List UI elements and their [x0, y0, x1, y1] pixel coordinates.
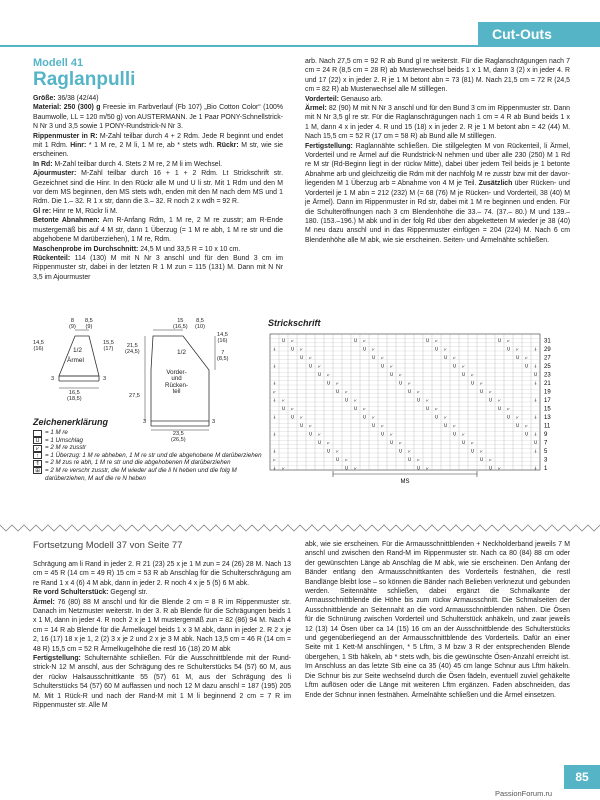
legend-text: = 2 M re verschr zusstr, die M wieder auf die li N heben und die folg M darüberziehen, M auf die re N heben [45, 466, 237, 482]
chart-stitch-symbol: U [452, 363, 457, 369]
legend-item [33, 429, 263, 437]
model-number: Modell 41 [33, 57, 84, 69]
legend-text: = 2 M re zusstr [45, 444, 87, 452]
model-left-paragraph: Maschenprobe im Durchschnitt: 24,5 M und 33,5 R = 10 x 10 cm. [33, 245, 241, 253]
chart-stitch-symbol: ⩗ [363, 405, 366, 411]
legend-item [33, 437, 263, 445]
chart-stitch-symbol: ⩗ [309, 422, 312, 428]
chart-stitch-symbol: ⩗ [453, 422, 456, 428]
chart-stitch-symbol: ↓ [533, 448, 538, 454]
section-tab: Cut-Outs [478, 22, 600, 46]
chart-row-number: 11 [544, 423, 551, 430]
chart-stitch-symbol: U [362, 414, 367, 420]
chart-stitch-symbol: U [533, 439, 538, 445]
chart-stitch-symbol: U [416, 397, 421, 403]
chart-stitch-symbol: ⩗ [300, 414, 303, 420]
body-bottom-width: 23,5 (26,5) [171, 431, 186, 444]
source-watermark: PassionForum.ru [495, 789, 553, 798]
body-right-height: 7 (8,5) [217, 350, 229, 363]
chart-stitch-symbol: ↓ [533, 431, 538, 437]
model-left-paragraph: In Rd: M-Zahl teilbar durch 4. Stets 2 M re, 2 M li im Wechsel. [33, 160, 223, 168]
continuation-left-column [33, 560, 291, 711]
continuation-left-paragraph: Re vord Schulterstück: Gegengl str. [33, 589, 148, 597]
chart-stitch-symbol: ⩗ [498, 397, 501, 403]
chart-stitch-symbol: U [515, 354, 520, 360]
chart-stitch-symbol: U [362, 346, 367, 352]
model-left-paragraph: Gl re: Hinr re M, Rückr li M. [33, 207, 118, 215]
chart-stitch-symbol: U [425, 337, 430, 343]
chart-stitch-symbol: ⩗ [282, 397, 285, 403]
chart-stitch-symbol: ⩗ [426, 465, 429, 471]
chart-stitch-symbol: U [326, 448, 331, 454]
sleeve-bottom-width: 16,5 (18,5) [67, 390, 82, 403]
chart-stitch-symbol: ⩗ [435, 405, 438, 411]
chart-stitch-symbol: U [479, 388, 484, 394]
chart-stitch-symbol: ↓ [272, 431, 277, 437]
legend-symbol: ⩗ [33, 445, 42, 452]
chart-stitch-symbol: U [317, 439, 322, 445]
chart-stitch-symbol: U [281, 405, 286, 411]
chart-stitch-symbol: ⩗ [399, 371, 402, 377]
chart-stitch-symbol: ⩗ [327, 371, 330, 377]
chart-stitch-symbol: ⩗ [291, 405, 294, 411]
chart-stitch-symbol: U [380, 363, 385, 369]
chart-row-number: 19 [544, 389, 551, 396]
chart-stitch-symbol: ⩗ [516, 414, 519, 420]
body-raglan-height: 14,5 (16) [217, 332, 228, 345]
chart-stitch-symbol: ⩗ [426, 397, 429, 403]
legend-item [33, 459, 263, 467]
chart-row-number: 5 [544, 449, 548, 455]
chart-row-number: 29 [544, 347, 551, 353]
chart-stitch-symbol: ⩗ [309, 354, 312, 360]
chart-stitch-symbol: ↓ [272, 363, 277, 369]
body-name: Vorder- und Rücken- teil [165, 369, 189, 396]
chart-stitch-symbol: ⩗ [444, 346, 447, 352]
chart-stitch-symbol: ⩗ [381, 354, 384, 360]
chart-stitch-symbol: U [434, 414, 439, 420]
chart-stitch-symbol: ⩗ [390, 363, 393, 369]
model-left-column [33, 57, 283, 282]
legend-text: = 1 Umschlag [45, 436, 84, 444]
chart-stitch-symbol: U [497, 405, 502, 411]
chart-stitch-symbol: ⩗ [462, 363, 465, 369]
sleeve-top-width-2: 8,5 (9) [85, 318, 93, 331]
chart-stitch-symbol: ⩗ [282, 465, 285, 471]
legend-text: = 2 M zus re abh, 1 M re str und die abgehobenen M darüberziehen [45, 459, 231, 467]
body-bund-left: 3 [143, 419, 147, 425]
model-right-paragraph: Vorderteil: Genauso arb. [305, 95, 383, 103]
chart-stitch-symbol: ⩗ [435, 337, 438, 343]
continuation-title: Fortsetzung Modell 37 von Seite 77 [33, 540, 183, 551]
chart-stitch-symbol: ↓ [533, 363, 538, 369]
sleeve-lower-height: 15,5 (17) [103, 340, 114, 353]
sleeve-outline [59, 336, 99, 376]
model-right-paragraph: arb. Nach 27,5 cm = 92 R ab Bund gl re weiterstr. Für die Raglanschrägungen nach 7 cm = 24 R (8,5 cm = 28 R) ab Musterwechsel beids 1 x 1 M, dann 3 (2) x in jeder 4. R und 17 (22) x in jeder 2. R je 1 M betont abn = 73 (81) M. Nach 21,5 cm = 72 R (24,5 cm = 82 R) ab Musterwechsel alle M stilllegen. [305, 58, 570, 94]
chart-stitch-symbol: ⩗ [273, 388, 276, 394]
model-right-paragraph: Fertigstellung: Raglannähte schließen. Die stillgelegten M von Rückenteil, li Ärmel, Vorderteil und re Ärmel auf die Rundstrick-N nehmen und über alle 230 (250) M 1 Rd re M str (Rd-Beginn liegt in der rückw Mitte), dabei über jedem Teil beids je 1 betonte Abnahme arb und gleichzeitig die Rdm mit der nachfolg M re zusstr bzw mit der davorliegenden M 1 Überzug arb = Abnahme von 4 M je Teil. Zusätzlich über Rücken- und Vorderteil je 1 M abn = 212 (232) M (= 68 (76) M je Rücken- und Vorderteil, 38 (40) M je Ärmel). Dann im Rippenmuster in Rd str, dabei mit 1 M re beginnen und enden. Für die Schulteröffnungen nach 3 cm Blendenhöhe die 33.– 74. (37.– 80.) M und 139.– 180. (153.–196.) M abk und in der folg Rd über den abgeketteten M wieder je 38 (40) M neu dazu anschl und in das Rippenmuster einfügen = 204 (224) M. Nach 6 cm Blendenhöhe alle M abk, wie sie erscheinen. Seiten- und Ärmelnähte schließen. [305, 142, 570, 244]
chart-row-number: 3 [544, 457, 548, 464]
chart-stitch-symbol: ⩗ [273, 456, 276, 462]
chart-stitch-symbol: U [299, 354, 304, 360]
chart-stitch-symbol: U [497, 337, 502, 343]
chart-stitch-symbol: U [461, 439, 466, 445]
chart-stitch-symbol: U [425, 405, 430, 411]
chart-stitch-symbol: U [344, 397, 349, 403]
chart-stitch-symbol: ⩗ [462, 431, 465, 437]
chart-stitch-symbol: ⩗ [489, 388, 492, 394]
chart-stitch-symbol: U [407, 456, 412, 462]
chart-stitch-symbol: ↓ [533, 346, 538, 352]
chart-row-number: 27 [544, 355, 551, 362]
chart-stitch-symbol: ↓ [272, 346, 277, 352]
chart-stitch-symbol: ⩗ [291, 337, 294, 343]
legend-symbol: ⇑ [33, 460, 42, 467]
chart-stitch-symbol: ⩗ [444, 414, 447, 420]
knitting-chart-svg [268, 332, 568, 492]
chart-stitch-symbol: U [443, 422, 448, 428]
body-bund-right: 3 [212, 419, 216, 425]
legend-item [33, 452, 263, 460]
continuation-left-paragraph: Fertigstellung: Schulternähte schließen. Für die Ausschnittblende mit der Rundstrick-N 12 M anschl, aus der Schrägung des re Schulterstücks 54 (57) 60 M, aus der rückw Halsausschnittkante 55 (57) 61 M, aus der Schrägung des li Schulterstücks 54 (57) 60 M auffassen und noch 12 M dazu anschl = 187 (195) 205 M. Mit 1 Rück-R und nach der Rand-M mit 1 M li beginnend 2 cm = 7 R im Rippenmuster str. Alle M [33, 655, 291, 710]
page-number: 85 [564, 765, 600, 789]
chart-stitch-symbol: U [371, 422, 376, 428]
chart-row-number: 17 [544, 398, 551, 404]
chart-stitch-symbol: U [470, 448, 475, 454]
chart-stitch-symbol: U [398, 448, 403, 454]
sleeve-bund-right: 3 [103, 376, 107, 382]
chart-stitch-symbol: ⩗ [471, 371, 474, 377]
sleeve-name: Ärmel [67, 357, 84, 364]
chart-repeat-label: MS [400, 479, 410, 485]
sleeve-half-label: 1/2 [73, 347, 83, 354]
continuation-left-paragraph: Schrägung am li Rand in jeder 2. R 21 (23) 25 x je 1 M zun = 24 (26) 28 M. Nach 13 cm = 45 R (14 cm = 49 R) 15 cm = 53 R ab Anschlag für die Schulterschrägung am re Rand 1 x 4 (6) 4 M abk, dann in jeder 2. R noch 4 x je 5 (5) 6 M abk. [33, 561, 291, 587]
chart-stitch-symbol: U [353, 405, 358, 411]
legend-text: = 1 Überzug: 1 M re abheben, 1 M re str und die abgehobene M darüberziehen [45, 451, 262, 459]
chart-stitch-symbol: U [290, 414, 295, 420]
chart-stitch-symbol: U [515, 422, 520, 428]
continuation-right-column [305, 540, 570, 700]
chart-stitch-symbol: ⩗ [525, 422, 528, 428]
chart-stitch-symbol: ⩗ [336, 448, 339, 454]
legend-symbol [33, 430, 42, 437]
chart-stitch-symbol: ⩗ [372, 414, 375, 420]
zigzag-divider [0, 523, 600, 533]
chart-stitch-symbol: U [290, 346, 295, 352]
chart-stitch-symbol: U [524, 431, 529, 437]
chart-row-number: 31 [544, 338, 551, 345]
chart-stitch-symbol: ↓ [272, 397, 277, 403]
chart-stitch-symbol: ⩗ [480, 448, 483, 454]
chart-stitch-symbol: ⩗ [345, 456, 348, 462]
chart-stitch-symbol: U [506, 346, 511, 352]
legend [33, 417, 263, 482]
model-title: Raglanpulli [33, 69, 136, 90]
legend-item [33, 467, 263, 482]
continuation-right-paragraph: abk, wie sie erscheinen. Für die Armausschnittblenden + Neckholderband jeweils 7 M anschl und zwischen den Rand-M im Rippenmuster str. Nach ca 80 (84) 88 cm oder der gewünschten Länge ab Anschlag die M abk, wie sie erscheinen. Den Anfang der Bänder entlang den Armausschnittkanten des Vorderteils festnähen, die restl Bandlänge bleibt lose – so können die Bänder nach Belieben verknezut und gebunden werden. Seitennähte schließen, dabei ergänzt die Schmalkante der Armausschnittblende die Höhe bis zum rückw Armausschnitt. Die Schmalseiten der Ausschnittblende an Seitennaht an die vord Armausschnittblenden nähen. Die Ösen für die Schnürung zwischen Vorderteil und Schulterstück anhäkeln, und zwar jeweils 12 (13) 14 Ösen über ca 14 (15) 16 cm an der Ausschnittblende des Schulterstücks und gegenüberliegend an der Armausschnittblende des Vorderteils. Dafür an einer Seite mit 1 Kett-M anschlingen, * 5 Lftm, 3 M bzw 3 R der entsprechenden Blende übergehen, 1 Stb häkeln, ab * stets wdh, bis die gewünschte Ösen-Anzahl erreicht ist. Im Anschluss an das letzte Stb eine ca 35 (40) 45 cm lange Schnur aus Lftm häkeln. Die Schnur bis zur Seite wechselnd durch die Ösen fädeln, eventuell zuviel gehäkelte Lftm auflösen oder die Länge mit weiteren Lftm ergänzen. Faden abschneiden, das Ende der Schnur innen festnähen. Ärmelnähte schließen und die Ärmel einsetzen. [305, 541, 570, 699]
chart-stitch-symbol: ⩗ [363, 337, 366, 343]
chart-stitch-symbol: ⩗ [507, 405, 510, 411]
chart-stitch-symbol: ⩗ [354, 465, 357, 471]
chart-stitch-symbol: U [524, 363, 529, 369]
body-top-right: 8,5 (10) [195, 318, 205, 331]
chart-row-number: 15 [544, 406, 551, 413]
model-instructions-left [33, 94, 283, 282]
model-left-paragraph: Rippenmuster in R: M-Zahl teilbar durch 4 + 2 Rdm. Jede R beginnt und endet mit 1 Rdm. Hinr: * 1 M re, 2 M li, 1 M re, ab * stets wdh. Rückr: M str, wie sie erscheinen. [33, 132, 283, 159]
chart-stitch-symbol: ⩗ [318, 363, 321, 369]
chart-row-number: 7 [544, 440, 548, 447]
body-top-width: 15 (16,5) [173, 318, 188, 331]
chart-stitch-symbol: ⩗ [417, 388, 420, 394]
model-left-paragraph: Größe: 36/38 (42/44) [33, 95, 99, 102]
chart-stitch-symbol: ⩗ [354, 397, 357, 403]
chart-stitch-symbol: ↓ [272, 380, 277, 386]
chart-title: Strickschrift [268, 318, 321, 328]
chart-stitch-symbol: U [398, 380, 403, 386]
chart-stitch-symbol: ⩗ [471, 439, 474, 445]
chart-stitch-symbol: ⩗ [345, 388, 348, 394]
chart-stitch-symbol: ⩗ [399, 439, 402, 445]
chart-stitch-symbol: ⩗ [318, 431, 321, 437]
chart-stitch-symbol: U [488, 397, 493, 403]
chart-stitch-symbol: U [344, 465, 349, 471]
chart-stitch-symbol: U [299, 422, 304, 428]
body-armhole-height: 21,5 (24,5) [125, 343, 140, 356]
model-left-paragraph: Betonte Abnahmen: Am R-Anfang Rdm, 1 M re, 2 M re zusstr; am R-Ende mustergemäß bis auf 4 M str, dann 1 Überzug (= 1 M re abh, 1 M re str und die abgehobene M darüberziehen), 1 M re, Rdm. [33, 217, 283, 244]
chart-stitch-symbol: ⩗ [498, 465, 501, 471]
chart-row-number: 1 [544, 466, 548, 472]
chart-stitch-symbol: ⩗ [453, 354, 456, 360]
sleeve-top-width: 8 (9) [69, 318, 76, 331]
chart-stitch-symbol: U [452, 431, 457, 437]
continuation-left-paragraph: Ärmel: 76 (80) 88 M anschl und für die Blende 2 cm = 8 R im Rippenmuster str. Danach im Netzmuster weiterstr. In der 3. R ab Blende für die Schrägungen beids 1 x 1 M, dann in jeder 4. R noch 2 x je 1 M mustergemäß zun = 82 (86) 94 M. Nach 4 cm = 14 R ab Blende für die Ärmelkugel beids 1 x 3 M abk, dann in jeder 2. R 2 x je 2, 16 (17) 18 x je 1, 2 (2) 3 x je 2 und 2 x je 3 M abk. Nach 13,5 cm = 46 R (14 cm = 48 R) 15,5 cm = 52 R Ärmelkugelhöhe die restl 16 (18) 20 M abk [33, 598, 291, 653]
chart-stitch-symbol: U [416, 465, 421, 471]
chart-stitch-symbol: ⩗ [408, 448, 411, 454]
sleeve-upper-height: 14,5 (16) [33, 340, 44, 353]
legend-symbol: U [33, 437, 42, 444]
body-height: 27,5 [129, 393, 140, 399]
chart-stitch-symbol: U [407, 388, 412, 394]
legend-symbol: ⊞ [33, 467, 42, 474]
chart-stitch-symbol: U [443, 354, 448, 360]
chart-stitch-symbol: U [434, 346, 439, 352]
chart-stitch-symbol: U [335, 456, 340, 462]
chart-stitch-symbol: ⩗ [390, 431, 393, 437]
chart-stitch-symbol: U [308, 363, 313, 369]
chart-stitch-symbol: ↓ [533, 465, 538, 471]
legend-symbol: ↑ [33, 452, 42, 459]
chart-stitch-symbol: ⩗ [489, 456, 492, 462]
chart-stitch-symbol: U [506, 414, 511, 420]
legend-items [33, 429, 263, 482]
legend-item [33, 444, 263, 452]
knitting-chart [268, 332, 568, 492]
chart-stitch-symbol: U [380, 431, 385, 437]
chart-stitch-symbol: U [353, 337, 358, 343]
chart-stitch-symbol: ⩗ [372, 346, 375, 352]
chart-stitch-symbol: ↓ [533, 414, 538, 420]
chart-stitch-symbol: ↓ [272, 414, 277, 420]
chart-stitch-symbol: U [308, 431, 313, 437]
model-left-paragraph: Ajourmuster: M-Zahl teilbar durch 16 + 1 + 2 Rdm. Lt Strickschrift str. Gezeichnet sind die Hinr. In den Rückr alle M und U li str. Mit 1 Rdm und den M vor dem MS beginnen, den MS stets wdh, enden mit den M nach dem MS und 1 Rdm. Die 1.– 32. R 1 x str, dann die 3.– 32. R noch 2 x wdh = 92 R. [33, 170, 283, 206]
chart-stitch-symbol: ⩗ [381, 422, 384, 428]
chart-row-number: 13 [544, 415, 551, 421]
body-half-label: 1/2 [177, 349, 187, 356]
chart-stitch-symbol: ⩗ [408, 380, 411, 386]
chart-stitch-symbol: ↓ [533, 397, 538, 403]
chart-row-number: 23 [544, 372, 551, 379]
chart-stitch-symbol: U [479, 456, 484, 462]
chart-stitch-symbol: ⩗ [480, 380, 483, 386]
chart-row-number: 21 [544, 381, 551, 387]
chart-stitch-symbol: U [488, 465, 493, 471]
legend-text: = 1 M re [45, 429, 68, 436]
chart-stitch-symbol: U [533, 371, 538, 377]
chart-stitch-symbol: U [371, 354, 376, 360]
chart-stitch-symbol: ⩗ [300, 346, 303, 352]
chart-stitch-symbol: U [389, 371, 394, 377]
chart-row-number: 9 [544, 432, 548, 438]
model-instructions-right [305, 57, 570, 245]
chart-stitch-symbol: ⩗ [507, 337, 510, 343]
chart-stitch-symbol: ⩗ [516, 346, 519, 352]
chart-stitch-symbol: U [326, 380, 331, 386]
chart-stitch-symbol: U [281, 337, 286, 343]
model-left-paragraph: Rückenteil: 114 (130) M mit N Nr 3 anschl und für den Bund 3 cm im Rippenmuster str, dabei in der letzten R 1 M zun = 115 (131) M. Dann mit N Nr 3,5 im Ajourmuster [33, 254, 283, 281]
chart-stitch-symbol: U [335, 388, 340, 394]
chart-stitch-symbol: ↓ [272, 465, 277, 471]
chart-stitch-symbol: U [461, 371, 466, 377]
model-right-column [305, 57, 570, 245]
model-left-paragraph: Material: 250 (300) g Freesie im Farbverlauf (Fb 107) „Bio Cotton Color“ (100% Baumwolle, LL = 120 m/50 g) von AUSTERMANN. Je 1 Paar PONY-Schnellstrick-N Nr 3 und 3,5 sowie 1 PONY-Rundstrick-N Nr 3. [33, 104, 283, 131]
chart-stitch-symbol: ⩗ [417, 456, 420, 462]
chart-row-number: 25 [544, 364, 551, 370]
chart-stitch-symbol: ⩗ [336, 380, 339, 386]
chart-stitch-symbol: ↓ [272, 448, 277, 454]
chart-stitch-symbol: ↓ [533, 380, 538, 386]
chart-stitch-symbol: U [389, 439, 394, 445]
chart-stitch-symbol: ⩗ [525, 354, 528, 360]
chart-stitch-symbol: U [317, 371, 322, 377]
chart-stitch-symbol: U [470, 380, 475, 386]
legend-title: Zeichenerklärung [33, 417, 109, 427]
sleeve-bund-left: 3 [51, 376, 55, 382]
chart-stitch-symbol: ⩗ [327, 439, 330, 445]
header-rule [0, 45, 600, 47]
model-right-paragraph: Ärmel: 82 (90) M mit N Nr 3 anschl und für den Bund 3 cm im Rippenmuster str. Dann mit N Nr 3,5 gl re str. Für die Raglanschrägungen nach 1 cm = 4 R ab Bund beids 1 x 1 M, dann 4 x in jeder 4. R und 15 (18) x in jeder 2. R je 1 M betont abn = 42 (44) M. Nach 15,5 cm = 52 R (17 cm = 58 R) ab Bund alle M stilllegen. [305, 105, 570, 141]
